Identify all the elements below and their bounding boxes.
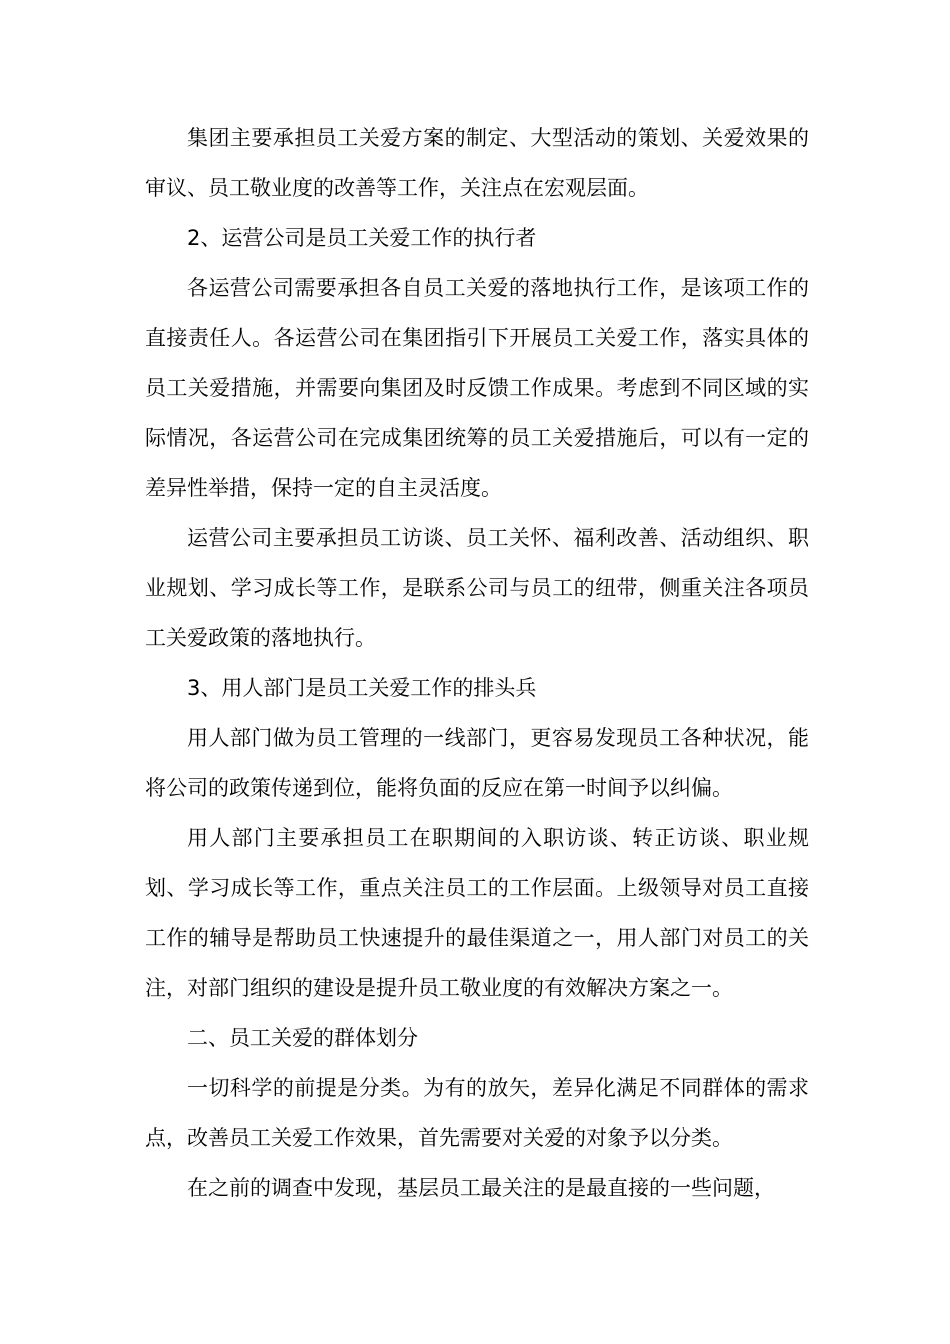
paragraph-classification: 一切科学的前提是分类。为有的放矢，差异化满足不同群体的需求点，改善员工关爱工作效果，首先需要对关爱的对象予以分类。 bbox=[145, 1076, 809, 1150]
paragraph-operating-duties: 运营公司主要承担员工访谈、员工关怀、福利改善、活动组织、职业规划、学习成长等工作，是联系公司与员工的纽带，侧重关注各项员工关爱政策的落地执行。 bbox=[145, 526, 809, 650]
paragraph-department-frontline: 用人部门做为员工管理的一线部门，更容易发现员工各种状况，能将公司的政策传递到位，能将负面的反应在第一时间予以纠偏。 bbox=[145, 726, 809, 800]
heading-group-classification: 二、员工关爱的群体划分 bbox=[187, 1026, 418, 1050]
paragraph-department-duties: 用人部门主要承担员工在职期间的入职访谈、转正访谈、职业规划、学习成长等工作，重点关注员工的工作层面。上级领导对员工直接工作的辅导是帮助员工快速提升的最佳渠道之一，用人部门对员工的关注，对部门组织的建设是提升员工敬业度的有效解决方案之一。 bbox=[145, 826, 809, 1000]
document-body bbox=[145, 113, 809, 1213]
paragraph-operating-execution: 各运营公司需要承担各自员工关爱的落地执行工作，是该项工作的直接责任人。各运营公司在集团指引下开展员工关爱工作，落实具体的员工关爱措施，并需要向集团及时反馈工作成果。考虑到不同区域的实际情况，各运营公司在完成集团统筹的员工关爱措施后，可以有一定的差异性举措，保持一定的自主灵活度。 bbox=[145, 276, 809, 500]
paragraph-survey-finding: 在之前的调查中发现，基层员工最关注的是最直接的一些问题， bbox=[187, 1176, 775, 1200]
paragraph-group-role: 集团主要承担员工关爱方案的制定、大型活动的策划、关爱效果的审议、员工敬业度的改善等工作，关注点在宏观层面。 bbox=[145, 126, 809, 200]
heading-operating-company: 2、运营公司是员工关爱工作的执行者 bbox=[187, 226, 537, 250]
heading-employing-department: 3、用人部门是员工关爱工作的排头兵 bbox=[187, 676, 537, 700]
